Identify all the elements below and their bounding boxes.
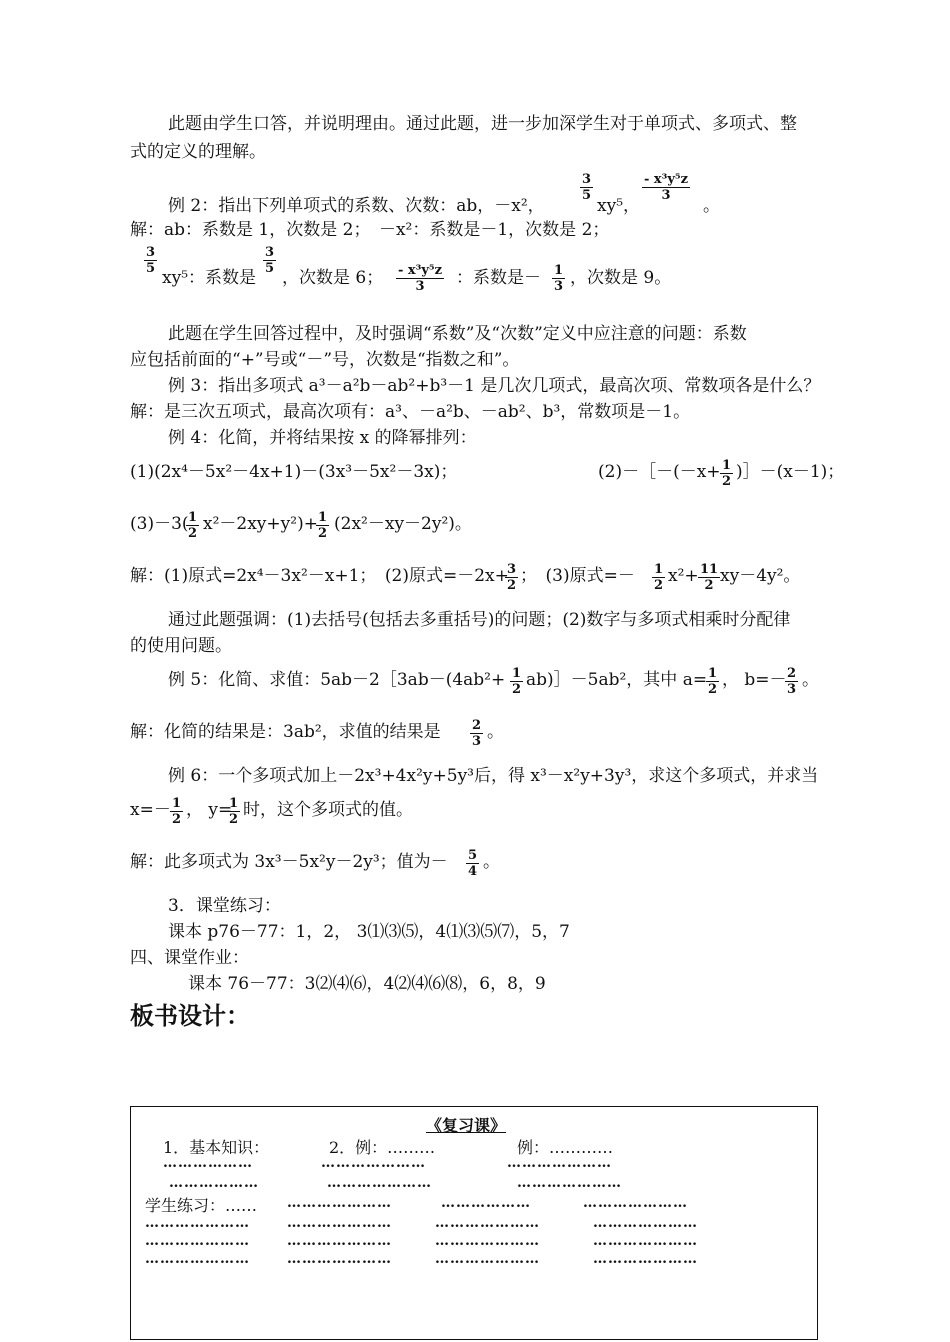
example-6a: 例 6：一个多项式加上－2x³+4x²y+5y³后，得 x³－x²y+3y³，求这个多项式，并求当 [168,766,819,786]
board-dots-5a: ………………… [145,1215,250,1231]
solution-6b: 。 [483,852,500,872]
solution-2b4: ，次数是 9。 [570,268,672,288]
board-line-1c: 例：………… [517,1138,614,1157]
board-line-2b: ………………… [321,1155,426,1171]
para-3b: 的使用问题。 [130,636,232,656]
example-4-part-3a: (3)－3( [130,514,189,534]
board-dots-7c: ………………… [435,1251,540,1267]
board-line-4c: ……………… [441,1195,531,1211]
board-dots-7a: ………………… [145,1251,250,1267]
board-dots-7b: ………………… [287,1251,392,1267]
board-line-1a: 1．基本知识： [163,1138,270,1157]
board-dots-6c: ………………… [435,1233,540,1249]
board-dots-6b: ………………… [287,1233,392,1249]
board-dots-5b: ………………… [287,1215,392,1231]
fraction-2-3a: $\frac{2}{3}$ [787,666,797,697]
fraction-3-2: $\frac{3}{2}$ [507,562,517,593]
fraction-1-2f: $\frac{1}{2}$ [708,666,718,697]
example-6d: 时，这个多项式的值。 [243,800,413,820]
board-line-3a: ……………… [169,1175,259,1191]
example-4: 例 4：化简，并将结果按 x 的降幂排列： [168,428,477,448]
section-4-content: 课本 76－77：3⑵⑷⑹，4⑵⑷⑹⑻，6，8，9 [188,974,546,994]
example-4-part-2a: (2)－［－(－x+ [598,462,721,482]
fraction-1-2b: $\frac{1}{2}$ [188,510,198,541]
fraction-3-5b: $\frac{3}{5}$ [146,245,156,276]
board-line-4b: ………………… [287,1195,392,1211]
example-4-part-3b: x²－2xy+y²)+ [203,514,318,534]
board-dots-5d: ………………… [593,1215,698,1231]
board-line-4a: 学生练习：…… [145,1196,258,1215]
para-2a: 此题在学生回答过程中，及时强调“系数”及“次数”定义中应注意的问题：系数 [168,324,747,344]
solution-5a: 解：化简的结果是：3ab²，求值的结果是 [130,722,441,742]
board-design-heading: 板书设计： [130,1002,250,1030]
fraction-1-2d: $\frac{1}{2}$ [654,562,664,593]
example-4-part-1: (1)(2x⁴－5x²－4x+1)－(3x³－5x²－3x)； [130,462,458,482]
solution-2b1: xy⁵：系数是 [162,268,257,288]
board-line-1b: 2．例：……… [329,1138,436,1157]
example-5b: ab)］－5ab²，其中 a= [526,670,708,690]
solution-3: 解：是三次五项式，最高次项有：a³、－a²b、－ab²、b³，常数项是－1。 [130,402,691,422]
fraction-3-5c: $\frac{3}{5}$ [265,245,275,276]
fraction-5-4: $\frac{5}{4}$ [468,848,478,879]
board-line-3c: ………………… [517,1175,622,1191]
solution-4c: x²+ [668,566,699,586]
board-line-4d: ………………… [583,1195,688,1211]
solution-2b3: ：系数是－ [456,268,541,288]
board-title: 《复习课》 [426,1116,507,1135]
solution-2a: 解：ab：系数是 1，次数是 2； －x²：系数是－1，次数是 2； [130,220,610,240]
fraction-1-2g: $\frac{1}{2}$ [172,796,182,827]
example-6b: x=－ [130,800,171,820]
para-3a: 通过此题强调：(1)去括号(包括去多重括号)的问题；(2)数字与多项式相乘时分配律 [168,610,791,630]
para-1a: 此题由学生口答，并说明理由。通过此题，进一步加深学生对于单项式、多项式、整 [168,114,797,134]
board-design-box [130,1106,818,1340]
solution-5b: 。 [487,722,504,742]
fraction-x3y5z-3: $\frac{\text{- x³y⁵z}}{3}$ [644,172,688,203]
para-2b: 应包括前面的“+”号或“－”号，次数是“指数之和”。 [130,350,520,370]
fraction-2-3b: $\frac{2}{3}$ [472,718,482,749]
board-line-2a: ……………… [163,1155,253,1171]
example-4-part-2b: )］－(x－1)； [736,462,845,482]
solution-4a: 解：(1)原式=2x⁴－3x²－x+1； (2)原式=－2x+ [130,566,509,586]
solution-2b2: ，次数是 6； [282,268,384,288]
board-dots-6d: ………………… [593,1233,698,1249]
fraction-3-5: $\frac{3}{5}$ [582,172,592,203]
example-2: 例 2：指出下列单项式的系数、次数：ab，－x²， [168,196,545,216]
example-3: 例 3：指出多项式 a³－a²b－ab²+b³－1 是几次几项式，最高次项、常数项各是什么？ [168,376,821,396]
example-4-part-3c: (2x²－xy－2y²)。 [334,514,472,534]
board-dots-5c: ………………… [435,1215,540,1231]
example-5c: ， b=－ [722,670,787,690]
fraction-1-3: $\frac{1}{3}$ [554,263,564,294]
example-5d: 。 [802,670,819,690]
para-1b: 式的定义的理解。 [130,142,266,162]
solution-4d: xy－4y²。 [720,566,801,586]
fraction-1-2a: $\frac{1}{2}$ [722,458,732,489]
fraction-11-2: $\frac{11}{2}$ [700,562,719,593]
solution-6a: 解：此多项式为 3x³－5x²y－2y³；值为－ [130,852,448,872]
section-3: 3．课堂练习： [168,896,281,916]
fraction-1-2c: $\frac{1}{2}$ [318,510,328,541]
board-line-3b: ………………… [327,1175,432,1191]
example-2-end: 。 [703,196,720,216]
section-3-content: 课本 p76－77：1，2， 3⑴⑶⑸，4⑴⑶⑸⑺，5，7 [168,922,570,942]
board-dots-6a: ………………… [145,1233,250,1249]
board-line-2c: ………………… [507,1155,612,1171]
fraction-x3y5z-3b: $\frac{\text{- x³y⁵z}}{3}$ [398,263,442,294]
example-6c: ， y= [186,800,233,820]
example-2-xy5: xy⁵， [597,196,641,216]
fraction-1-2e: $\frac{1}{2}$ [512,666,522,697]
fraction-1-2h: $\frac{1}{2}$ [229,796,239,827]
section-4: 四、课堂作业： [130,948,249,968]
example-5a: 例 5：化简、求值：5ab－2［3ab－(4ab²+ [168,670,506,690]
solution-4b: ； (3)原式=－ [520,566,635,586]
board-dots-7d: ………………… [593,1251,698,1267]
